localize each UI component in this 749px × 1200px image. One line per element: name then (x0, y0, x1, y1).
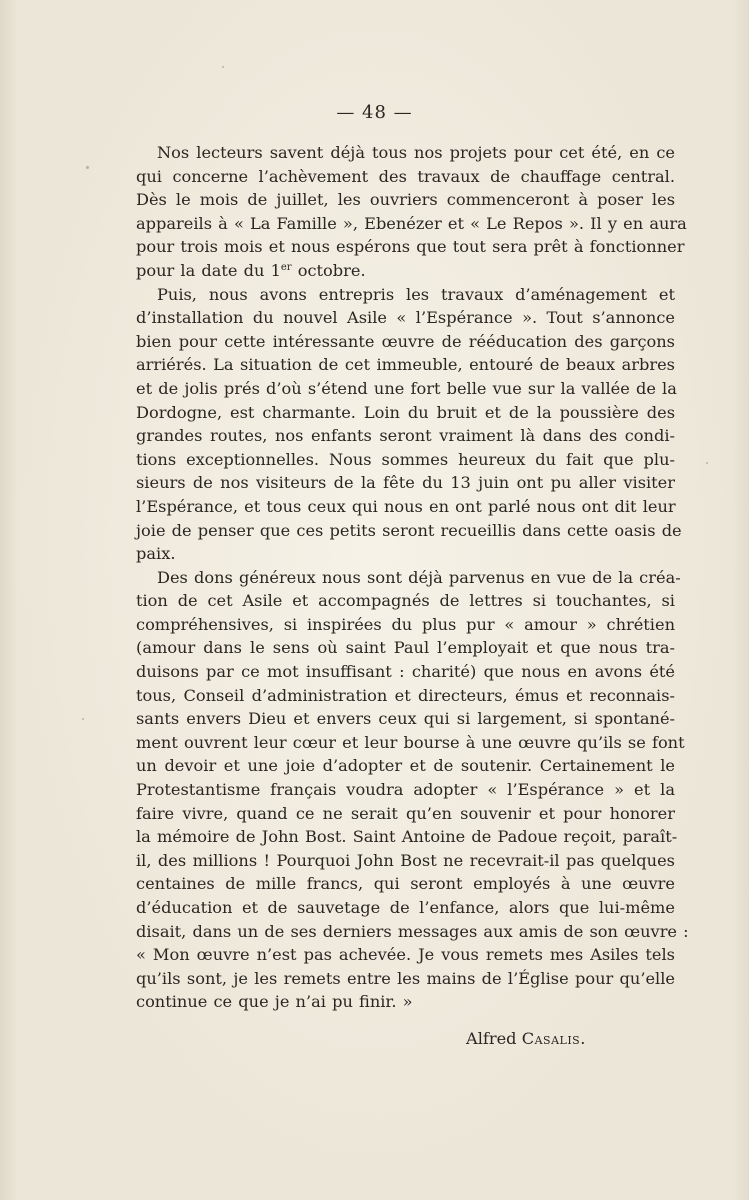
text-line: grandes routes, nos enfants seront vraiment là dans des condi- (136, 426, 675, 446)
text-line: faire vivre, quand ce ne serait qu’en souvenir et pour honorer (136, 803, 675, 823)
text-line: d’éducation et de sauvetage de l’enfance, alors que lui-même (136, 898, 675, 917)
text-line: tous, Conseil d’administration et directeurs, émus et reconnais- (136, 685, 675, 705)
text-fragment: pour la date du 1 (136, 260, 281, 280)
paper-speck (82, 718, 84, 720)
text-line: sieurs de nos visiteurs de la fête du 13 juin ont pu aller visiter (136, 473, 675, 493)
text-line: joie de penser que ces petits seront recueillis dans cette oasis de (136, 520, 682, 540)
paper-speck (706, 462, 708, 464)
text-line: disait, dans un de ses derniers messages aux amis de son œuvre : (136, 921, 689, 941)
text-line: Dordogne, est charmante. Loin du bruit et de la poussière des (136, 402, 675, 422)
paragraph-3 (115, 566, 689, 1014)
text-line (115, 259, 675, 283)
signature-first-name: Alfred (466, 1029, 517, 1048)
text-line: tions exceptionnelles. Nous sommes heureux du fait que plu- (136, 449, 675, 469)
text-line: Protestantisme français voudra adopter « l’Espérance » et la (136, 780, 675, 800)
text-line: continue ce que je n’ai pu finir. » (136, 992, 413, 1012)
signature-last-name: Casalis. (521, 1029, 586, 1048)
text-line: appareils à « La Famille », Ebenézer et « Le Repos ». Il y en aura (136, 213, 687, 233)
paragraph-2 (115, 283, 682, 566)
text-line: qui concerne l’achèvement des travaux de chauffage central. (136, 166, 675, 186)
text-line: et de jolis prés d’où s’étend une fort belle vue sur la vallée de la (136, 378, 677, 398)
text-line: paix. (136, 544, 176, 564)
body-text (115, 141, 689, 1014)
paper-speck (86, 166, 89, 169)
text-line: Puis, nous avons entrepris les travaux d’aménagement et (157, 284, 675, 304)
text-line: compréhensives, si inspirées du plus pur « amour » chrétien (136, 614, 675, 634)
text-line: tion de cet Asile et accompagnés de lettres si touchantes, si (136, 591, 675, 611)
text-line: sants envers Dieu et envers ceux qui si largement, si spontané- (136, 709, 675, 729)
signature (466, 1027, 586, 1051)
text-line: (amour dans le sens où saint Paul l’employait et que nous tra- (136, 638, 675, 658)
text-line: un devoir et une joie d’adopter et de soutenir. Certainement le (136, 756, 675, 776)
text-line: la mémoire de John Bost. Saint Antoine de Padoue reçoit, paraît- (136, 827, 678, 847)
text-fragment: octobre. (291, 260, 366, 280)
text-line: arriérés. La situation de cet immeuble, entouré de beaux arbres (136, 355, 675, 375)
text-line: Dès le mois de juillet, les ouvriers commenceront à poser les (136, 190, 675, 210)
paragraph-1 (115, 141, 687, 283)
text-line: Des dons généreux nous sont déjà parvenus en vue de la créa- (157, 567, 681, 587)
paper-speck (222, 66, 224, 68)
text-line: bien pour cette intéressante œuvre de rééducation des garçons (136, 331, 675, 351)
text-line: pour trois mois et nous espérons que tout sera prêt à fonctionner (136, 237, 685, 257)
text-line: qu’ils sont, je les remets entre les mains de l’Église pour qu’elle (136, 968, 675, 988)
superscript: er (280, 261, 292, 273)
text-line: d’installation du nouvel Asile « l’Espérance ». Tout s’annonce (136, 308, 675, 328)
text-line: l’Espérance, et tous ceux qui nous en ont parlé nous ont dit leur (136, 496, 676, 516)
text-line: centaines de mille francs, qui seront employés à une œuvre (136, 874, 675, 894)
text-line: ment ouvrent leur cœur et leur bourse à une œuvre qu’ils se font (136, 732, 685, 752)
text-line: duisons par ce mot insuffisant : charité) que nous en avons été (136, 662, 675, 682)
page-number: — 48 — (336, 102, 413, 123)
text-line: il, des millions ! Pourquoi John Bost ne recevrait-il pas quelques (136, 850, 675, 870)
text-line: « Mon œuvre n’est pas achevée. Je vous remets mes Asiles tels (136, 945, 675, 965)
text-line: Nos lecteurs savent déjà tous nos projets pour cet été, en ce (157, 143, 675, 162)
